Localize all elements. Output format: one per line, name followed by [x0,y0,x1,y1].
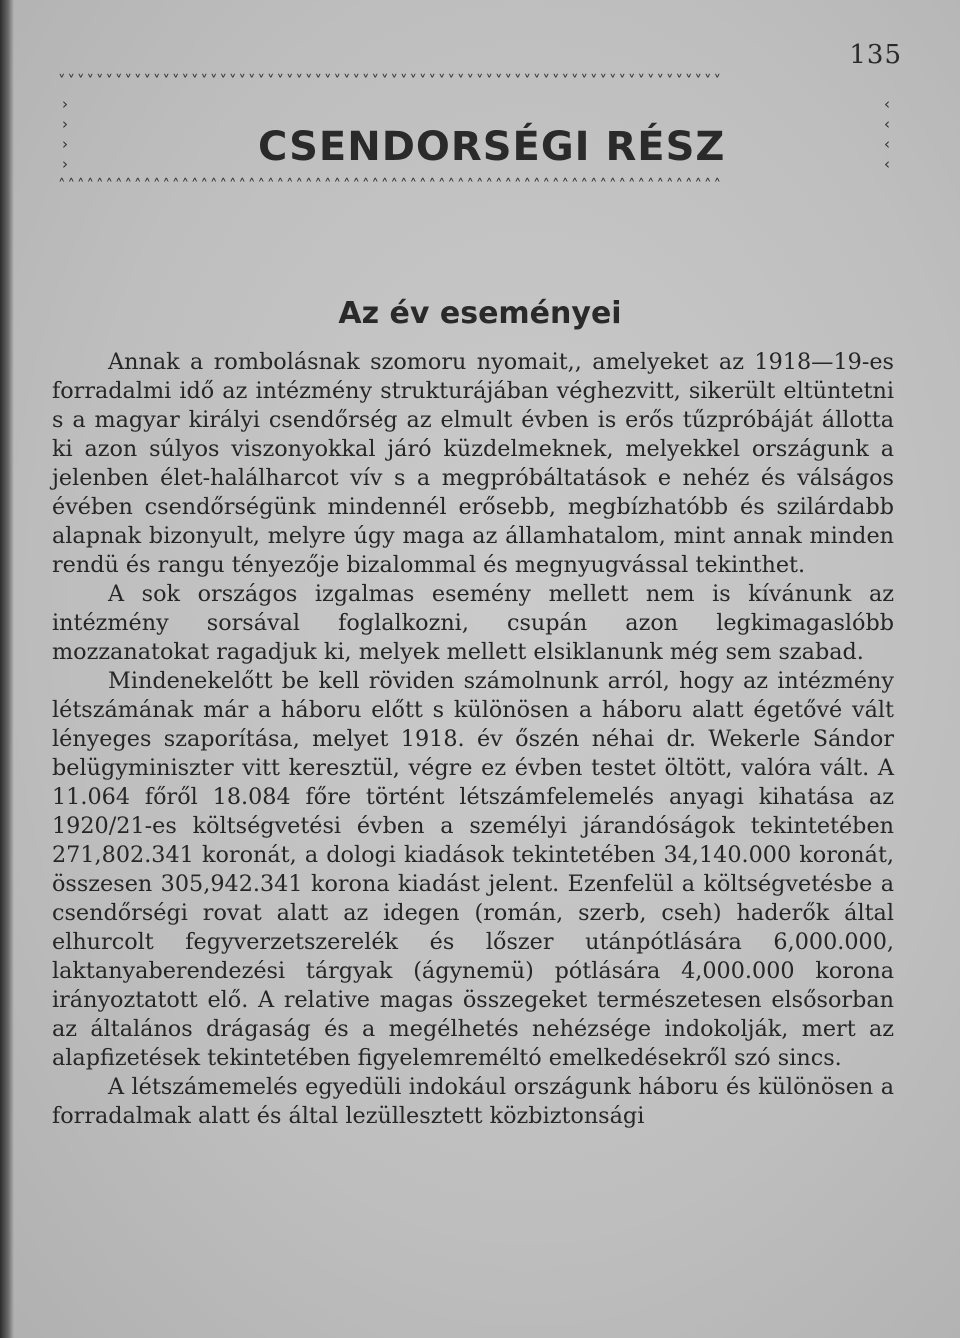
chevron-border-top-icon: ˅˅˅˅˅˅˅˅˅˅˅˅˅˅˅˅˅˅˅˅˅˅˅˅˅˅˅˅˅˅˅˅˅˅˅˅˅˅˅˅˅˅˅˅˅˅˅˅˅˅˅˅˅˅˅˅˅˅˅˅˅˅˅˅˅˅˅˅˅˅ [58,72,723,90]
paragraph: Mindenekelőtt be kell röviden számolnunk arról, hogy az intézmény létszámának már a háboru előtt s különösen a háboru alatt égetővé vált lényeges szaporítása, melyet 1918. év őszén néhai dr. Wekerle Sándor belügyminiszter vitt keresztül, végre ez évben testet öltött, valóra vált. A 11.064 főről 18.084 főre történt létszámfelemelés anyagi kihatása az 1920/21-es költségvetési évben a személyi járandóságok tekintetében 271,802.341 koronát, a dologi kiadások tekintetében 34,140.000 koronát, összesen 305,942.341 korona kiadást jelent. Ezenfelül a költségvetésbe a csendőrségi rovat alatt az idegen (román, szerb, cseh) haderők által elhurcolt fegyverzetszerelék és lőszer utánpótlására 6,000.000, laktanyaberendezési tárgyak (ágynemü) pótlására 4,000.000 korona irányoztatott elő. A relative magas összegeket természetesen elsősorban az általános drágaság és a megélhetés nehézsége indokolják, mert az alapfizetések tekintetében figyelemreméltó emelkedésekről szó sincs. [52,668,894,1071]
chevron-border-right-icon: ‹ ‹ ‹ ‹ [884,95,890,173]
section-title: CSENDORSÉGI RÉSZ [258,124,726,170]
paragraph: A sok országos izgalmas esemény mellett nem is kívánunk az intézmény sorsával foglalkozni, csupán azon legkimagaslóbb mozzanatokat ragadjuk ki, melyek mellett elsiklanunk még sem szabad. [52,581,894,665]
article-body [52,348,894,1131]
paragraph: A létszámemelés egyedüli indokául országunk háboru és különösen a forradalmak alatt és által lezüllesztett közbiztonsági [52,1074,894,1129]
paragraph: Annak a rombolásnak szomoru nyomait,, amelyeket az 1918—19-es forradalmi idő az intézmény strukturájában véghezvitt, sikerült eltüntetni s a magyar királyi csendőrség az elmult évben is erős tűzpróbáját állotta ki azon súlyos viszonyokkal járó küzdelmeknek, melyekkel országunk a jelenben élet-halálharcot vív s a megpróbáltatások e nehéz és válságos évében csendőrségünk mindennél erősebb, megbízhatóbb és szilárdabb alapnak bizonyult, melyre úgy maga az államhatalom, mint annak minden rendü és rangu tényezője bizalommal és megnyugvással tekinthet. [52,349,894,578]
page-binding-shadow [0,0,14,1338]
page-number: 135 [849,40,902,70]
section-banner [58,72,894,194]
chevron-border-left-icon: › › › › [62,95,68,173]
article-heading: Az év eseményei [338,296,622,331]
chevron-border-bottom-icon: ˄˄˄˄˄˄˄˄˄˄˄˄˄˄˄˄˄˄˄˄˄˄˄˄˄˄˄˄˄˄˄˄˄˄˄˄˄˄˄˄˄˄˄˄˄˄˄˄˄˄˄˄˄˄˄˄˄˄˄˄˄˄˄˄˄˄˄˄˄˄ [58,176,723,194]
